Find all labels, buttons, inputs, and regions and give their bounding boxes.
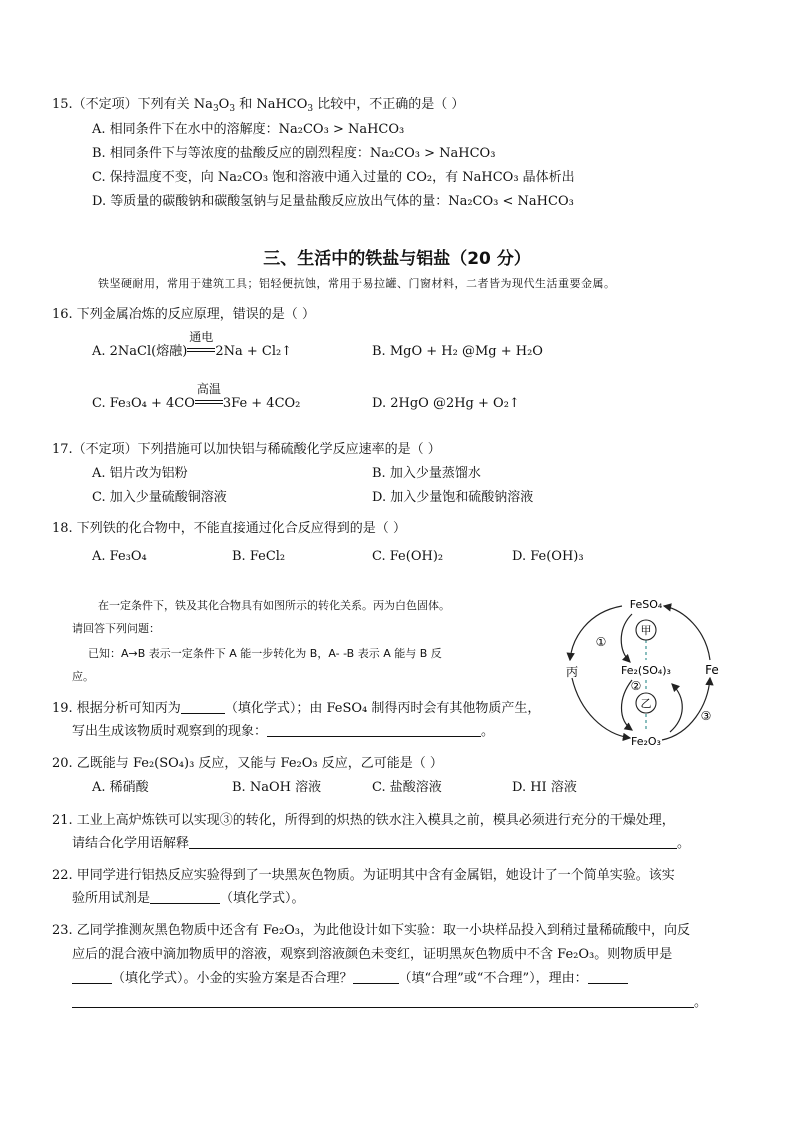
- q22-line-2: 验所用试剂是 （填化学式）。: [72, 891, 305, 906]
- label-jia: 甲: [640, 624, 652, 637]
- q23-line-3: （填化学式）。小金的实验方案是否合理？ （填“合理”或“不合理”），理由：: [72, 970, 628, 988]
- context-line-4: 应。: [72, 670, 94, 683]
- q17-option-a: A. 铝片改为铝粉: [92, 466, 188, 481]
- label-fe: Fe: [705, 663, 719, 677]
- q18-option-a: A. Fe₃O₄: [92, 549, 147, 564]
- label-yi: 乙: [640, 697, 652, 710]
- section-title: 三、生活中的铁盐与铝盐（20 分）: [263, 249, 531, 269]
- q15-option-a: A. 相同条件下在水中的溶解度：Na₂CO₃ > NaHCO₃: [92, 122, 405, 137]
- context-line-2: 请回答下列问题：: [72, 622, 160, 635]
- q16-option-a: A. 2NaCl(熔融) 通电 2Na + Cl₂↑: [92, 330, 293, 359]
- q16-option-d: D. 2HgO @2Hg + O₂↑: [372, 396, 520, 411]
- q20-option-d: D. HI 溶液: [512, 780, 577, 795]
- q22-answer-blank[interactable]: [150, 890, 220, 904]
- q23-answer-blank-4[interactable]: [72, 994, 694, 1008]
- q16-option-c: C. Fe₃O₄ + 4CO 高温 3Fe + 4CO₂: [92, 382, 301, 411]
- q23-line-2: 应后的混合液中滴加物质甲的溶液，观察到溶液颜色未变红，证明黑灰色物质中不含 Fe₂O₃。则物质甲是: [72, 947, 673, 962]
- arrow-feso4-to-fe2so43: [621, 614, 632, 662]
- q15-option-d: D. 等质量的碳酸钠和碳酸氢钠与足量盐酸反应放出气体的量：Na₂CO₃ < NaHCO₃: [92, 194, 574, 209]
- q18-option-c: C. Fe(OH)₂: [372, 549, 444, 564]
- q17-option-b: B. 加入少量蒸馏水: [372, 466, 481, 481]
- q18-stem: 18. 下列铁的化合物中，不能直接通过化合反应得到的是（ ）: [52, 521, 406, 536]
- conversion-diagram: [560, 594, 730, 750]
- context-line-3: 已知：A→B 表示一定条件下 A 能一步转化为 B，A- -B 表示 A 能与 B 反: [88, 647, 442, 660]
- arrow-fe2o3-to-fe2so43: [670, 684, 682, 732]
- label-step-2: ②: [630, 679, 642, 693]
- q20-option-a: A. 稀硝酸: [92, 780, 149, 795]
- q23-answer-blank-3[interactable]: [588, 970, 628, 984]
- label-fe2so43: Fe₂(SO₄)₃: [621, 664, 671, 677]
- label-step-1: ①: [595, 635, 607, 649]
- section-intro: 铁坚硬耐用，常用于建筑工具；铝轻便抗蚀，常用于易拉罐、门窗材料，二者皆为现代生活重要金属。: [98, 277, 616, 290]
- q20-option-c: C. 盐酸溶液: [372, 780, 442, 795]
- q21-line-2: 请结合化学用语解释 。: [72, 836, 691, 851]
- q19-answer-blank-2[interactable]: [267, 723, 481, 737]
- q15-stem: 15.（不定项）下列有关 $Na_3O_3$ 和 NaHCO$_3$ 比较中，不正确的是（ ）: [52, 97, 465, 114]
- q17-stem: 17.（不定项）下列措施可以加快铝与稀硫酸化学反应速率的是（ ）: [52, 442, 441, 457]
- q18-option-b: B. FeCl₂: [232, 549, 286, 564]
- q16-option-b: B. MgO + H₂ @Mg + H₂O: [372, 344, 543, 359]
- q19-line-2: 写出生成该物质时观察到的现象： 。: [72, 724, 495, 739]
- label-step-3: ③: [700, 709, 712, 723]
- q17-option-d: D. 加入少量饱和硫酸钠溶液: [372, 490, 534, 505]
- q22-line-1: 22. 甲同学进行铝热反应实验得到了一块黑灰色物质。为证明其中含有金属铝，她设计了一个简单实验。该实: [52, 868, 675, 883]
- q17-option-c: C. 加入少量硫酸铜溶液: [92, 490, 227, 505]
- q21-line-1: 21. 工业上高炉炼铁可以实现③的转化，所得到的炽热的铁水注入模具之前，模具必须进行充分的干燥处理，: [52, 813, 675, 828]
- arrow-feso4-to-bing: [570, 606, 622, 660]
- context-line-1: 在一定条件下，铁及其化合物具有如图所示的转化关系。丙为白色固体。: [98, 599, 450, 612]
- label-bing: 丙: [565, 665, 579, 679]
- q19-answer-blank-1[interactable]: [181, 700, 225, 714]
- arrow-fe-to-feso4: [664, 606, 710, 660]
- q20-option-b: B. NaOH 溶液: [232, 780, 322, 795]
- q23-answer-blank-1[interactable]: [72, 970, 112, 984]
- q23-answer-blank-2[interactable]: [353, 970, 399, 984]
- q19-line-1: 19. 根据分析可知丙为 （填化学式）；由 FeSO₄ 制得丙时会有其他物质产生，: [52, 701, 541, 716]
- label-feso4: FeSO₄: [629, 598, 663, 611]
- q23-line-1: 23. 乙同学推测灰黑色物质中还含有 Fe₂O₃，为此他设计如下实验：取一小块样品投入到稍过量稀硫酸中，向反: [52, 923, 691, 938]
- q23-line-4: 。: [72, 994, 707, 1012]
- q15-option-b: B. 相同条件下与等浓度的盐酸反应的剧烈程度：Na₂CO₃ > NaHCO₃: [92, 146, 496, 161]
- q16-stem: 16. 下列金属冶炼的反应原理，错误的是（ ）: [52, 307, 315, 322]
- label-fe2o3: Fe₂O₃: [631, 735, 661, 748]
- q18-option-d: D. Fe(OH)₃: [512, 549, 584, 564]
- q21-answer-blank[interactable]: [189, 835, 677, 849]
- q20-stem: 20. 乙既能与 Fe₂(SO₄)₃ 反应，又能与 Fe₂O₃ 反应，乙可能是（ ）: [52, 756, 443, 771]
- q15-option-c: C. 保持温度不变，向 Na₂CO₃ 饱和溶液中通入过量的 CO₂，有 NaHCO₃ 晶体析出: [92, 170, 575, 185]
